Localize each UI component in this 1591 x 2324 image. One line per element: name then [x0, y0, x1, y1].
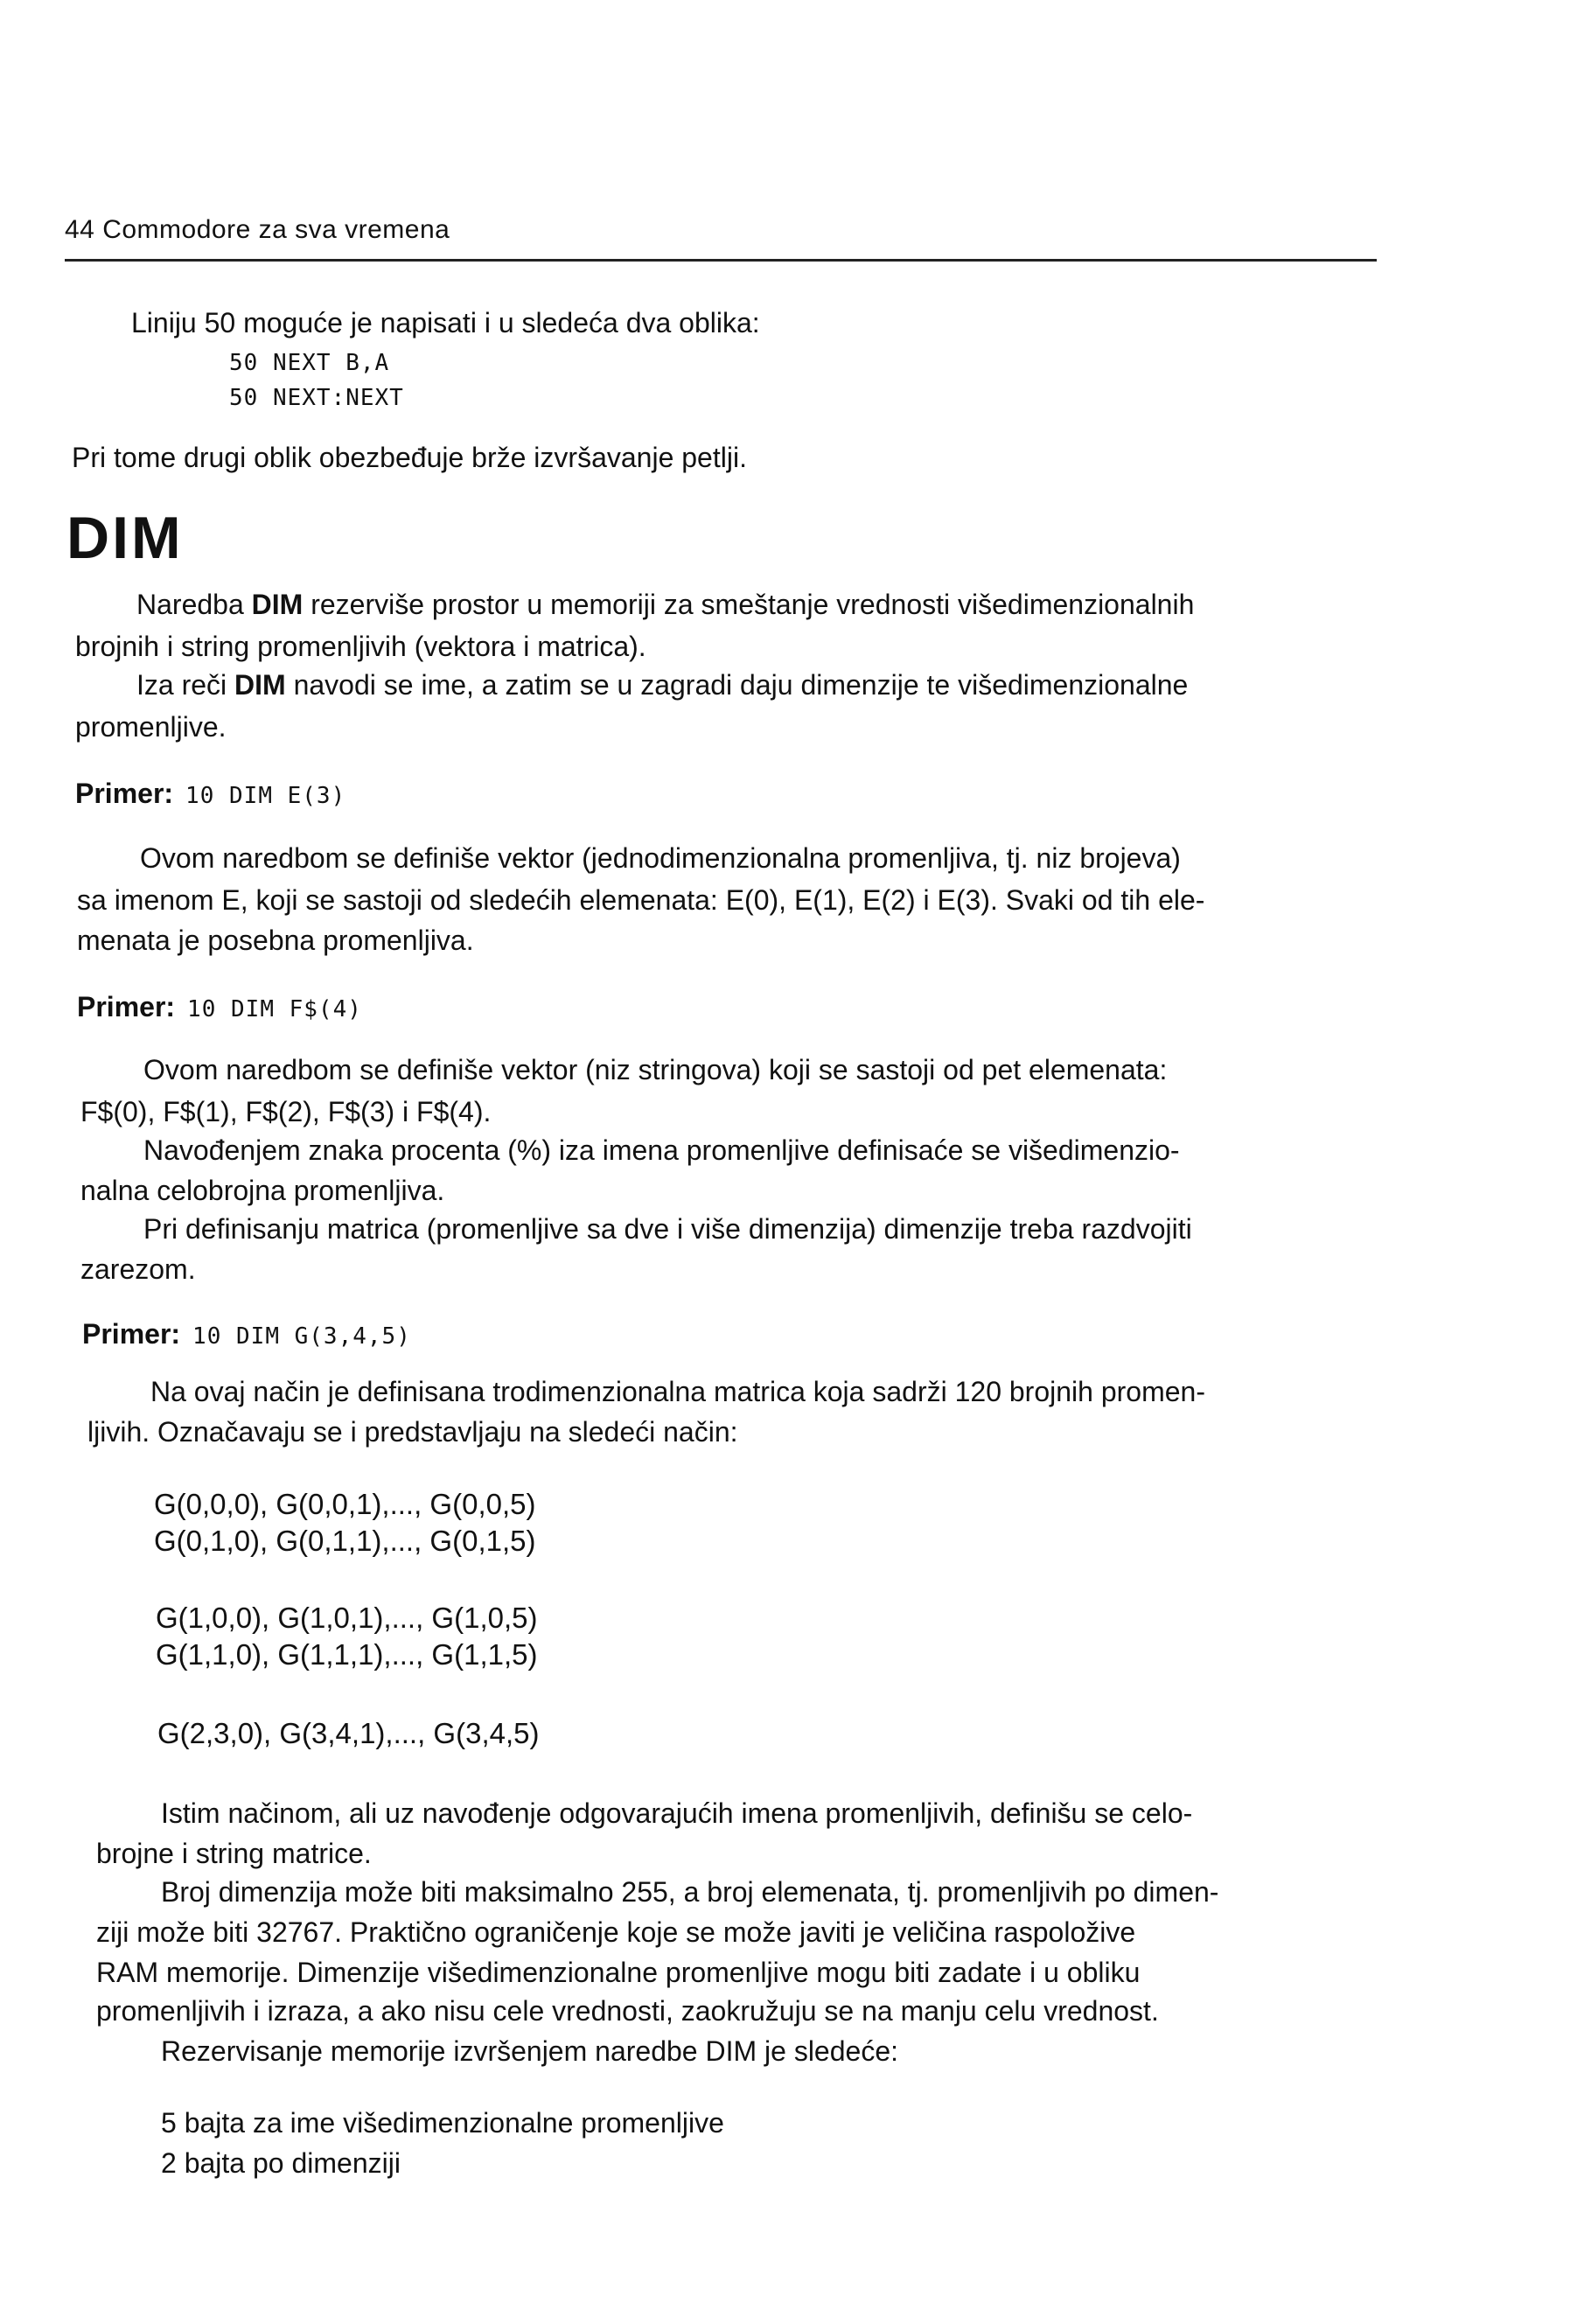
matrix-row-1: G(0,0,0), G(0,0,1),..., G(0,0,5) — [154, 1488, 536, 1520]
keyword: DIM — [251, 589, 304, 620]
example-label: Primer: — [77, 991, 176, 1022]
example-2-line-5: Pri definisanju matrica (promenljive sa dve i više dimenzija) dimenzije treba razdvojiti — [143, 1213, 1192, 1245]
matrix-row-3: G(1,0,0), G(1,0,1),..., G(1,0,5) — [156, 1602, 538, 1634]
example-1-line-3: menata je posebna promenljiva. — [77, 925, 474, 956]
matrix-row-2: G(0,1,0), G(0,1,1),..., G(0,1,5) — [154, 1525, 536, 1557]
intro-line-1: Liniju 50 moguće je napisati i u sledeća dva oblika: — [131, 307, 760, 338]
closing-line-6: promenljivih i izraza, a ako nisu cele vrednosti, zaokružuju se na manju celu vrednost. — [96, 1995, 1159, 2027]
example-3-line-1: Na ovaj način je definisana trodimenzionalna matrica koja sadrži 120 brojnih promen- — [150, 1376, 1205, 1407]
closing-line-3: Broj dimenzija može biti maksimalno 255, a broj elemenata, tj. promenljivih po dimen- — [161, 1876, 1219, 1908]
list-item-2: 2 bajta po dimenziji — [161, 2147, 401, 2179]
header-rule — [65, 259, 1377, 262]
text-run: navodi se ime, a zatim se u zagradi daju dimenzije te višedimenzionalne — [285, 669, 1189, 701]
section-paragraph-1-line-1 — [136, 584, 1194, 625]
list-item-1: 5 bajta za ime višedimenzionalne promenljive — [161, 2107, 724, 2139]
example-code: 10 DIM E(3) — [185, 783, 346, 809]
example-3-line-2: ljivih. Označavaju se i predstavljaju na sledeći način: — [87, 1416, 738, 1448]
closing-line-1: Istim načinom, ali uz navođenje odgovarajućih imena promenljivih, definišu se celo- — [161, 1797, 1193, 1829]
text-run: rezerviše prostor u memoriji za smeštanje vrednosti višedimenzionalnih — [303, 589, 1195, 620]
example-1-line-2: sa imenom E, koji se sastoji od sledećih elemenata: E(0), E(1), E(2) i E(3). Svaki od tih ele- — [77, 884, 1205, 916]
example-1-line-1: Ovom naredbom se definiše vektor (jednodimenzionalna promenljiva, tj. niz brojeva) — [140, 842, 1181, 874]
example-code: 10 DIM F$(4) — [187, 996, 362, 1022]
example-3-header — [82, 1314, 411, 1357]
keyword: DIM — [234, 669, 286, 701]
example-2-line-3: Navođenjem znaka procenta (%) iza imena promenljive definisaće se višedimenzio- — [143, 1134, 1180, 1166]
intro-code-1: 50 NEXT B,A — [229, 350, 390, 376]
closing-line-7: Rezervisanje memorije izvršenjem naredbe DIM je sledeće: — [161, 2035, 898, 2067]
matrix-row-4: G(1,1,0), G(1,1,1),..., G(1,1,5) — [156, 1638, 538, 1671]
example-label: Primer: — [82, 1318, 181, 1350]
section-paragraph-1-line-2: brojnih i string promenljivih (vektora i matrica). — [75, 631, 646, 662]
intro-line-2: Pri tome drugi oblik obezbeđuje brže izvršavanje petlji. — [72, 442, 747, 473]
section-paragraph-2-line-2: promenljive. — [75, 711, 227, 743]
text-run: Iza reči — [136, 669, 235, 701]
example-1-header — [75, 773, 345, 816]
running-head: 44 Commodore za sva vremena — [65, 215, 450, 244]
section-paragraph-2-line-1 — [136, 665, 1188, 705]
text-run: Naredba — [136, 589, 252, 620]
matrix-row-5: G(2,3,0), G(3,4,1),..., G(3,4,5) — [157, 1717, 540, 1749]
intro-code-2: 50 NEXT:NEXT — [229, 385, 404, 411]
example-2-header — [77, 987, 362, 1029]
closing-line-4: ziji može biti 32767. Praktično ograničenje koje se može javiti je veličina raspoložive — [96, 1916, 1136, 1948]
section-title: DIM — [66, 505, 184, 571]
example-2-line-6: zarezom. — [80, 1253, 196, 1285]
closing-line-2: brojne i string matrice. — [96, 1838, 372, 1869]
example-label: Primer: — [75, 778, 174, 809]
example-code: 10 DIM G(3,4,5) — [192, 1323, 411, 1350]
example-2-line-1: Ovom naredbom se definiše vektor (niz stringova) koji se sastoji od pet elemenata: — [143, 1054, 1168, 1085]
closing-line-5: RAM memorije. Dimenzije višedimenzionalne promenljive mogu biti zadate i u obliku — [96, 1957, 1141, 1988]
example-2-line-2: F$(0), F$(1), F$(2), F$(3) i F$(4). — [80, 1096, 492, 1127]
example-2-line-4: nalna celobrojna promenljiva. — [80, 1175, 445, 1206]
